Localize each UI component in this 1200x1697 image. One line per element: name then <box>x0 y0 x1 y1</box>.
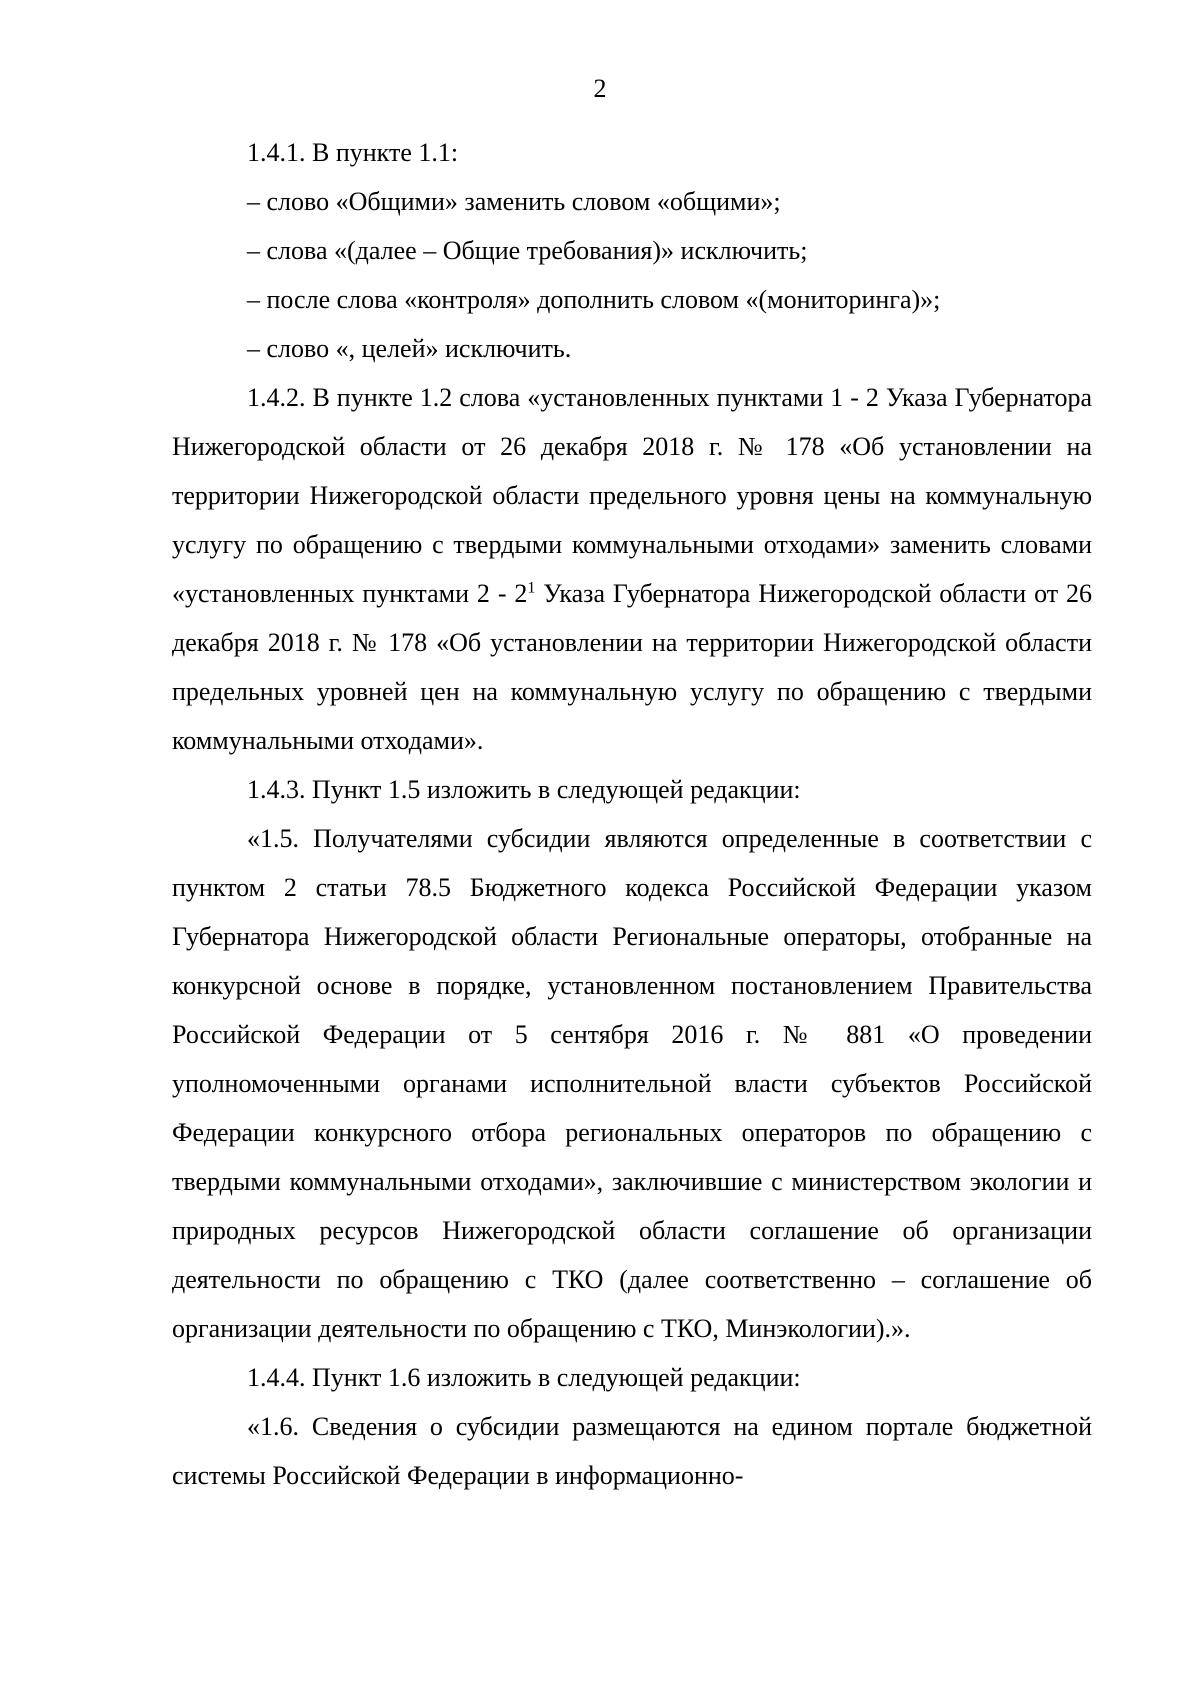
list-item-exclude-goals: – слово «, целей» исключить. <box>247 334 572 363</box>
paragraph-1-4-3-heading: 1.4.3. Пункт 1.5 изложить в следующей редакции: <box>247 775 801 804</box>
list-item-add-monitoring: – после слова «контроля» дополнить словом «(мониторинга)»; <box>247 285 941 314</box>
list-item-words-exclude: – слова «(далее – Общие требования)» исключить; <box>247 236 808 265</box>
paragraph-1-4-2 <box>172 373 1092 765</box>
document-body <box>172 128 1092 1500</box>
paragraph-1-6-quote: «1.6. Сведения о субсидии размещаются на едином портале бюджетной системы Российской Федерации в информационно- <box>172 1412 1092 1490</box>
list-item-word-replace: – слово «Общими» заменить словом «общими»; <box>247 187 781 216</box>
paragraph-1-4-1-heading: 1.4.1. В пункте 1.1: <box>247 138 459 167</box>
superscript-mark: 1 <box>527 579 536 597</box>
page-number: 2 <box>593 74 607 103</box>
paragraph-1-4-2-text-continued: Указа Губернатора Нижегородской области от 26 декабря 2018 г. № 178 «Об установлении на территории Нижегородской области предельных уровней цен на коммунальную услугу по обращению с твердыми коммунальными отходами». <box>172 579 1092 755</box>
paragraph-1-4-2-text: 1.4.2. В пункте 1.2 слова «установленных пунктами 1 - 2 Указа Губернатора Нижегородской области от 26 декабря 2018 г. № 178 «Об установлении на территории Нижегородской области предельного уровня цены на коммунальную услугу по обращению с твердыми коммунальными отходами» заменить словами «установленных пунктами 2 - 2 <box>172 383 1092 608</box>
paragraph-1-4-4-heading: 1.4.4. Пункт 1.6 изложить в следующей редакции: <box>247 1363 801 1392</box>
paragraph-1-5-quote: «1.5. Получателями субсидии являются определенные в соответствии с пунктом 2 статьи 78.5 Бюджетного кодекса Российской Федерации указом Губернатора Нижегородской области Региональные операторы, отобранные на конкурсной основе в порядке, установленном постановлением Правительства Российской Федерации от 5 сентября 2016 г. № 881 «О проведении уполномоченными органами исполнительной власти субъектов Российской Федерации конкурсного отбора региональных операторов по обращению с твердыми коммунальными отходами», заключившие с министерством экологии и природных ресурсов Нижегородской области соглашение об организации деятельности по обращению с ТКО (далее соответственно – соглашение об организации деятельности по обращению с ТКО, Минэкологии).». <box>172 824 1092 1343</box>
